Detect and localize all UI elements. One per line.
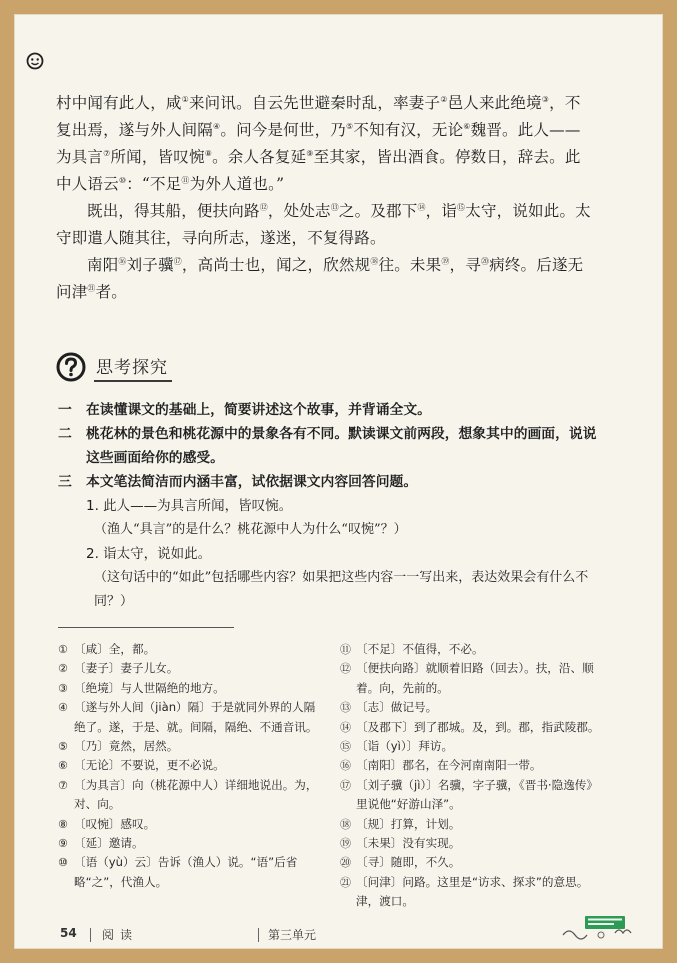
footnote-text: 〔未果〕没有实现。 (356, 836, 461, 851)
footnote-item (340, 776, 608, 815)
footnote-marker: ⑤ (346, 122, 354, 131)
footnote-text: 〔刘子骥（jì）〕名骥，字子骥，《晋书·隐逸传》里说他“好游山泽”。 (356, 777, 598, 812)
textbook-page (14, 14, 663, 949)
footnote-marker: ⑪ (181, 176, 190, 185)
footnote-marker: ④ (213, 122, 221, 131)
text-run: 往。未果 (378, 256, 442, 274)
footnote-item (340, 698, 608, 717)
footnote-number: ⑮ (340, 740, 351, 754)
text-run: 刘子骥 (126, 256, 174, 274)
footnote-text: 〔咸〕全，都。 (74, 642, 156, 656)
text-run: 既出，得其船，便扶向路 (87, 202, 260, 220)
footnote-number: ⑱ (340, 817, 351, 831)
footnote-text: 〔延〕邀请。 (74, 836, 144, 851)
footnote-text: 〔为具言〕向（桃花源中人）详细地说出。为，对、向。 (74, 777, 318, 812)
text-run: 所闻，皆叹惋 (110, 148, 205, 166)
sub-question-hint: （渔人“具言”的是什么？桃花源中人为什么“叹惋”？） (94, 522, 407, 537)
question-text: 桃花林的景色和桃花源中的景象各有不同。默读课文前两段，想象其中的画面，说说这些画面给你的感受。 (86, 426, 597, 466)
paragraph-2 (56, 198, 594, 252)
footnote-number: ⑰ (340, 778, 351, 792)
footnote-text: 〔寻〕随即，不久。 (356, 855, 461, 870)
footnote-marker: ① (181, 95, 189, 104)
footnote-item (340, 815, 608, 834)
footer-divider (258, 928, 259, 942)
footnote-text: 〔规〕打算，计划。 (356, 816, 461, 831)
footnote-number: ⑬ (340, 701, 351, 715)
footnote-item (340, 718, 608, 737)
publisher-stamp-logo (557, 915, 641, 941)
footnote-item (340, 756, 608, 775)
footnote-item (58, 853, 320, 892)
footnote-item (58, 815, 320, 834)
footnote-marker: ⑯ (118, 257, 127, 266)
text-run: 为外人道也。” (189, 175, 285, 193)
sub-question-title: 1. 此人——为具言所闻，皆叹惋。 (86, 498, 293, 514)
text-run: 村中闻有此人，咸 (56, 94, 182, 112)
text-run: 来问讯。自云先世避秦时乱，率妻子 (188, 94, 441, 112)
footnote-number: ① (58, 643, 68, 656)
paragraph-3 (56, 252, 594, 306)
footnote-text: 〔及郡下〕到了郡城。及，到。郡，指武陵郡。 (356, 719, 600, 734)
footnote-text: 〔叹惋〕感叹。 (74, 816, 156, 831)
text-run: 之。及郡下 (338, 202, 418, 220)
question-number: 三 (58, 474, 72, 490)
text-run: 。问今是何世，乃 (220, 121, 346, 139)
footnote-number: ③ (58, 681, 68, 695)
footnote-item (58, 834, 320, 853)
footnotes-left-column (58, 640, 320, 892)
question-text: 在读懂课文的基础上，简要讲述这个故事，并背诵全文。 (86, 402, 431, 418)
question-item (58, 422, 598, 470)
text-run: 太守，说如此。太守即遣人随其往，寻向所志，遂迷，不复得路。 (56, 202, 591, 247)
footer-unit-label: 第三单元 (268, 928, 317, 942)
footnote-marker: ② (440, 95, 448, 104)
text-run: 邑人来此绝境 (447, 94, 542, 112)
footnote-number: ⑨ (58, 837, 68, 851)
footnote-text: 〔诣（yì）〕拜访。 (356, 739, 454, 754)
sub-question (86, 494, 598, 542)
footnote-text: 〔志〕做记号。 (356, 700, 438, 715)
footnote-number: ⑳ (340, 856, 351, 870)
footnote-text: 〔妻子〕妻子儿女。 (74, 661, 179, 676)
footnote-marker: ⑱ (370, 257, 379, 266)
footnote-item (58, 659, 320, 678)
footnote-marker: ⑧ (204, 149, 213, 158)
footnote-number: ⑯ (340, 759, 351, 773)
footnote-text: 〔便扶向路〕就顺着旧路（回去）。扶，沿、顺着。向，先前的。 (356, 661, 594, 695)
footnote-marker: ⑳ (480, 257, 490, 266)
footnote-item (340, 640, 608, 659)
paragraph-1 (56, 90, 594, 198)
footnote-marker: ⑦ (103, 149, 111, 158)
footnote-number: ⑩ (58, 856, 68, 870)
footnote-number: ⑲ (340, 837, 351, 851)
text-run: 南阳 (87, 256, 119, 274)
question-text: 本文笔法简洁而内涵丰富，试依据课文内容回答问题。 (86, 474, 418, 490)
footnote-marker: ㉑ (87, 284, 96, 293)
footnote-item (340, 834, 608, 853)
text-run: ，诣 (425, 202, 458, 220)
footnote-item (340, 659, 608, 698)
text-run: 者。 (95, 283, 128, 301)
text-run: 魏晋。此人——为具言 (56, 121, 581, 166)
text-run: ，寻 (449, 256, 481, 274)
text-run: ，不复出焉，遂与外人间隔 (56, 94, 581, 139)
footnote-marker: ⑭ (417, 203, 426, 212)
footer-section-label: 阅读 (102, 928, 139, 942)
footnote-number: ② (58, 662, 68, 676)
footnote-marker: ⑰ (173, 257, 182, 266)
footnote-text: 〔无论〕不要说，更不必说。 (74, 758, 225, 773)
footnote-marker: ⑬ (330, 203, 339, 212)
footer-divider (90, 928, 91, 942)
footnote-marker: ⑮ (457, 203, 466, 212)
footnote-number: ㉑ (340, 875, 351, 889)
text-run: ：“不足 (126, 175, 182, 193)
footnote-text: 〔遂与外人间（jiàn）隔〕于是就同外界的人隔绝了。遂，于是、就。间隔，隔绝、不通音讯。 (74, 700, 318, 734)
page-footer (56, 926, 616, 946)
smiley-icon (26, 52, 44, 70)
footnotes-right-column (340, 640, 608, 912)
footnote-text: 〔问津〕问路。这里是“访求、探求”的意思。津，渡口。 (356, 874, 589, 909)
text-run: 病终。后遂无问津 (56, 256, 584, 301)
footnote-number: ⑧ (58, 817, 68, 831)
footnote-marker: ⑨ (306, 149, 314, 158)
footnote-item (58, 640, 320, 659)
text-run: 。余人各复延 (212, 148, 307, 166)
footnote-number: ⑫ (340, 662, 351, 676)
footnote-item (58, 679, 320, 698)
question-item (58, 470, 598, 494)
footnote-marker: ⑫ (259, 203, 268, 212)
footnote-number: ④ (58, 701, 68, 715)
footnote-text: 〔南阳〕郡名，在今河南南阳一带。 (356, 758, 542, 773)
text-run: ，处处志 (267, 202, 331, 220)
footnote-divider (58, 627, 234, 628)
sub-question-hint: （这句话中的“如此”包括哪些内容？如果把这些内容一一写出来，表达效果会有什么不同？） (94, 570, 589, 609)
footnote-item (58, 698, 320, 737)
footnote-item (58, 756, 320, 775)
question-list (58, 398, 598, 614)
footnote-text: 〔语（yù）云〕告诉（渔人）说。“语”后省略“之”，代渔人。 (74, 855, 298, 889)
main-text (56, 90, 594, 306)
footnote-marker: ⑥ (463, 122, 471, 131)
footnote-marker: ⑩ (118, 176, 127, 185)
footnote-number: ⑤ (58, 740, 68, 754)
footnote-text: 〔绝境〕与人世隔绝的地方。 (74, 680, 225, 695)
question-item (58, 398, 598, 422)
footnote-item (340, 737, 608, 756)
text-run: 至其家，皆出酒食。停数日，辞去。此中人语云 (56, 148, 581, 193)
text-run: ，高尚士也，闻之，欣然规 (181, 256, 371, 274)
section-header (56, 350, 172, 384)
sub-question-title: 2. 诣太守，说如此。 (86, 546, 212, 562)
footnote-item (340, 873, 608, 912)
footnote-marker: ③ (541, 95, 550, 104)
footnote-number: ⑭ (340, 720, 351, 734)
text-run: 不知有汉，无论 (353, 121, 464, 139)
footnote-number: ⑥ (58, 759, 68, 773)
footnote-item (58, 776, 320, 815)
footnote-text: 〔不足〕不值得，不必。 (356, 642, 484, 656)
footnote-item (58, 737, 320, 756)
question-number: 一 (58, 402, 72, 418)
section-title: 思考探究 (94, 353, 172, 382)
footnote-text: 〔乃〕竟然，居然。 (74, 739, 179, 754)
question-mark-icon (56, 352, 86, 382)
footnote-number: ⑪ (340, 643, 351, 656)
footnote-marker: ⑲ (441, 257, 450, 266)
sub-question (86, 542, 598, 614)
footnote-item (340, 853, 608, 872)
page-number: 54 (60, 926, 77, 940)
footnote-number: ⑦ (58, 778, 68, 792)
question-number: 二 (58, 426, 72, 442)
